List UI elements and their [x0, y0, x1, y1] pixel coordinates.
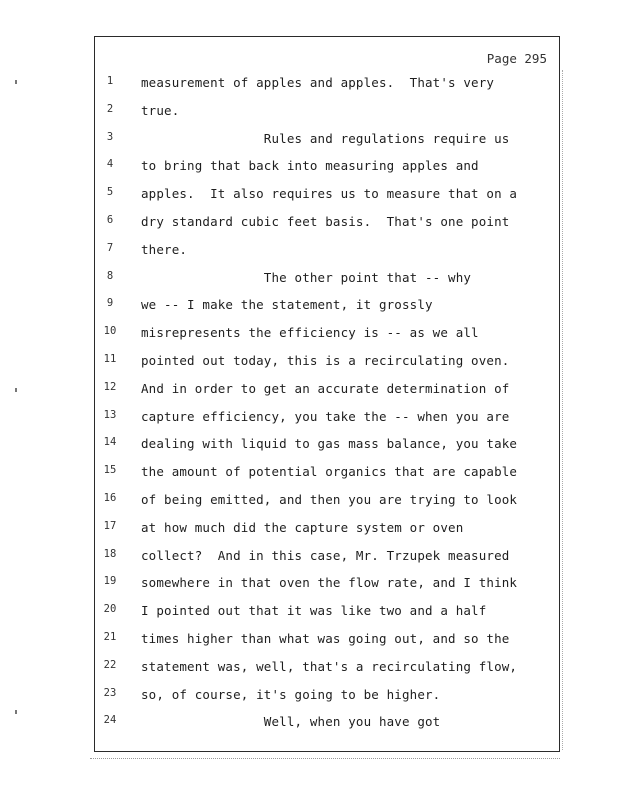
line-number: 12 [103, 380, 117, 393]
transcript-line [95, 381, 559, 401]
transcript-line [95, 714, 559, 734]
line-number: 9 [106, 297, 114, 310]
transcript-line [95, 575, 559, 595]
line-text: Rules and regulations require us [141, 130, 510, 146]
transcript-line [95, 464, 559, 484]
transcript-line [95, 103, 559, 123]
line-text: true. [141, 102, 180, 118]
line-number: 19 [103, 575, 117, 588]
line-number: 1 [106, 75, 114, 87]
line-text: And in order to get an accurate determination of [141, 380, 510, 396]
transcript-line [95, 687, 559, 707]
line-text: times higher than what was going out, and so the [141, 631, 510, 646]
line-number: 24 [103, 714, 117, 727]
transcript-line [95, 186, 559, 206]
transcript-line [95, 520, 559, 540]
line-text: at how much did the capture system or oven [141, 519, 464, 535]
line-text: somewhere in that oven the flow rate, and I think [141, 575, 518, 591]
transcript-line [95, 270, 559, 290]
line-number: 15 [103, 464, 117, 477]
scan-edge-right [562, 70, 564, 750]
line-number: 6 [106, 214, 114, 226]
binding-mark-middle [15, 388, 17, 392]
line-text: dealing with liquid to gas mass balance, you take [141, 436, 518, 452]
transcript-line [95, 409, 559, 429]
transcript-line [95, 603, 559, 623]
binding-mark-bottom [15, 710, 17, 714]
line-number: 14 [103, 436, 117, 449]
line-number: 2 [106, 102, 114, 115]
line-text: collect? And in this case, Mr. Trzupek measured [141, 547, 510, 563]
line-text: I pointed out that it was like two and a half [141, 603, 487, 619]
line-number: 23 [103, 686, 117, 699]
line-text: measurement of apples and apples. That's very [141, 75, 495, 90]
line-text: of being emitted, and then you are trying to look [141, 492, 518, 507]
line-number: 8 [106, 269, 114, 282]
line-text: dry standard cubic feet basis. That's one point [141, 214, 510, 229]
transcript-line [95, 131, 559, 151]
line-number: 10 [103, 325, 117, 338]
transcript-line [95, 242, 559, 262]
line-text: statement was, well, that's a recirculating flow, [141, 658, 518, 674]
binding-mark-top [15, 80, 17, 84]
transcript-line [95, 297, 559, 317]
line-number: 20 [103, 603, 117, 616]
line-text: capture efficiency, you take the -- when you are [141, 408, 510, 424]
transcript-line [95, 353, 559, 373]
transcript-line [95, 158, 559, 178]
transcript-line [95, 325, 559, 345]
line-number: 11 [103, 353, 117, 365]
transcript-line [95, 214, 559, 234]
line-number: 17 [103, 519, 117, 532]
line-text: Well, when you have got [141, 714, 441, 730]
line-number: 5 [106, 186, 114, 199]
line-number: 21 [103, 631, 117, 643]
line-number: 16 [103, 492, 117, 504]
line-number: 4 [106, 158, 114, 171]
line-text: misrepresents the efficiency is -- as we all [141, 325, 479, 341]
transcript-line [95, 75, 559, 95]
line-number: 13 [103, 408, 117, 421]
line-text: so, of course, it's going to be higher. [141, 686, 441, 702]
line-text: there. [141, 241, 188, 257]
line-text: The other point that -- why [141, 269, 472, 285]
line-text: to bring that back into measuring apples and [141, 158, 479, 174]
transcript-line [95, 492, 559, 512]
line-text: apples. It also requires us to measure that on a [141, 186, 518, 202]
line-text: the amount of potential organics that are capable [141, 464, 518, 480]
line-text: we -- I make the statement, it grossly [141, 297, 433, 313]
line-number: 3 [106, 130, 114, 143]
transcript-line [95, 631, 559, 651]
line-number: 18 [103, 547, 117, 560]
transcript-page-frame [94, 36, 560, 752]
line-number: 7 [106, 241, 114, 254]
line-number: 22 [103, 658, 117, 671]
transcript-line [95, 436, 559, 456]
transcript-line [95, 548, 559, 568]
line-text: pointed out today, this is a recirculating oven. [141, 353, 510, 368]
transcript-line [95, 659, 559, 679]
scan-edge-bottom [90, 756, 560, 759]
page-number: Page 295 [486, 51, 547, 66]
